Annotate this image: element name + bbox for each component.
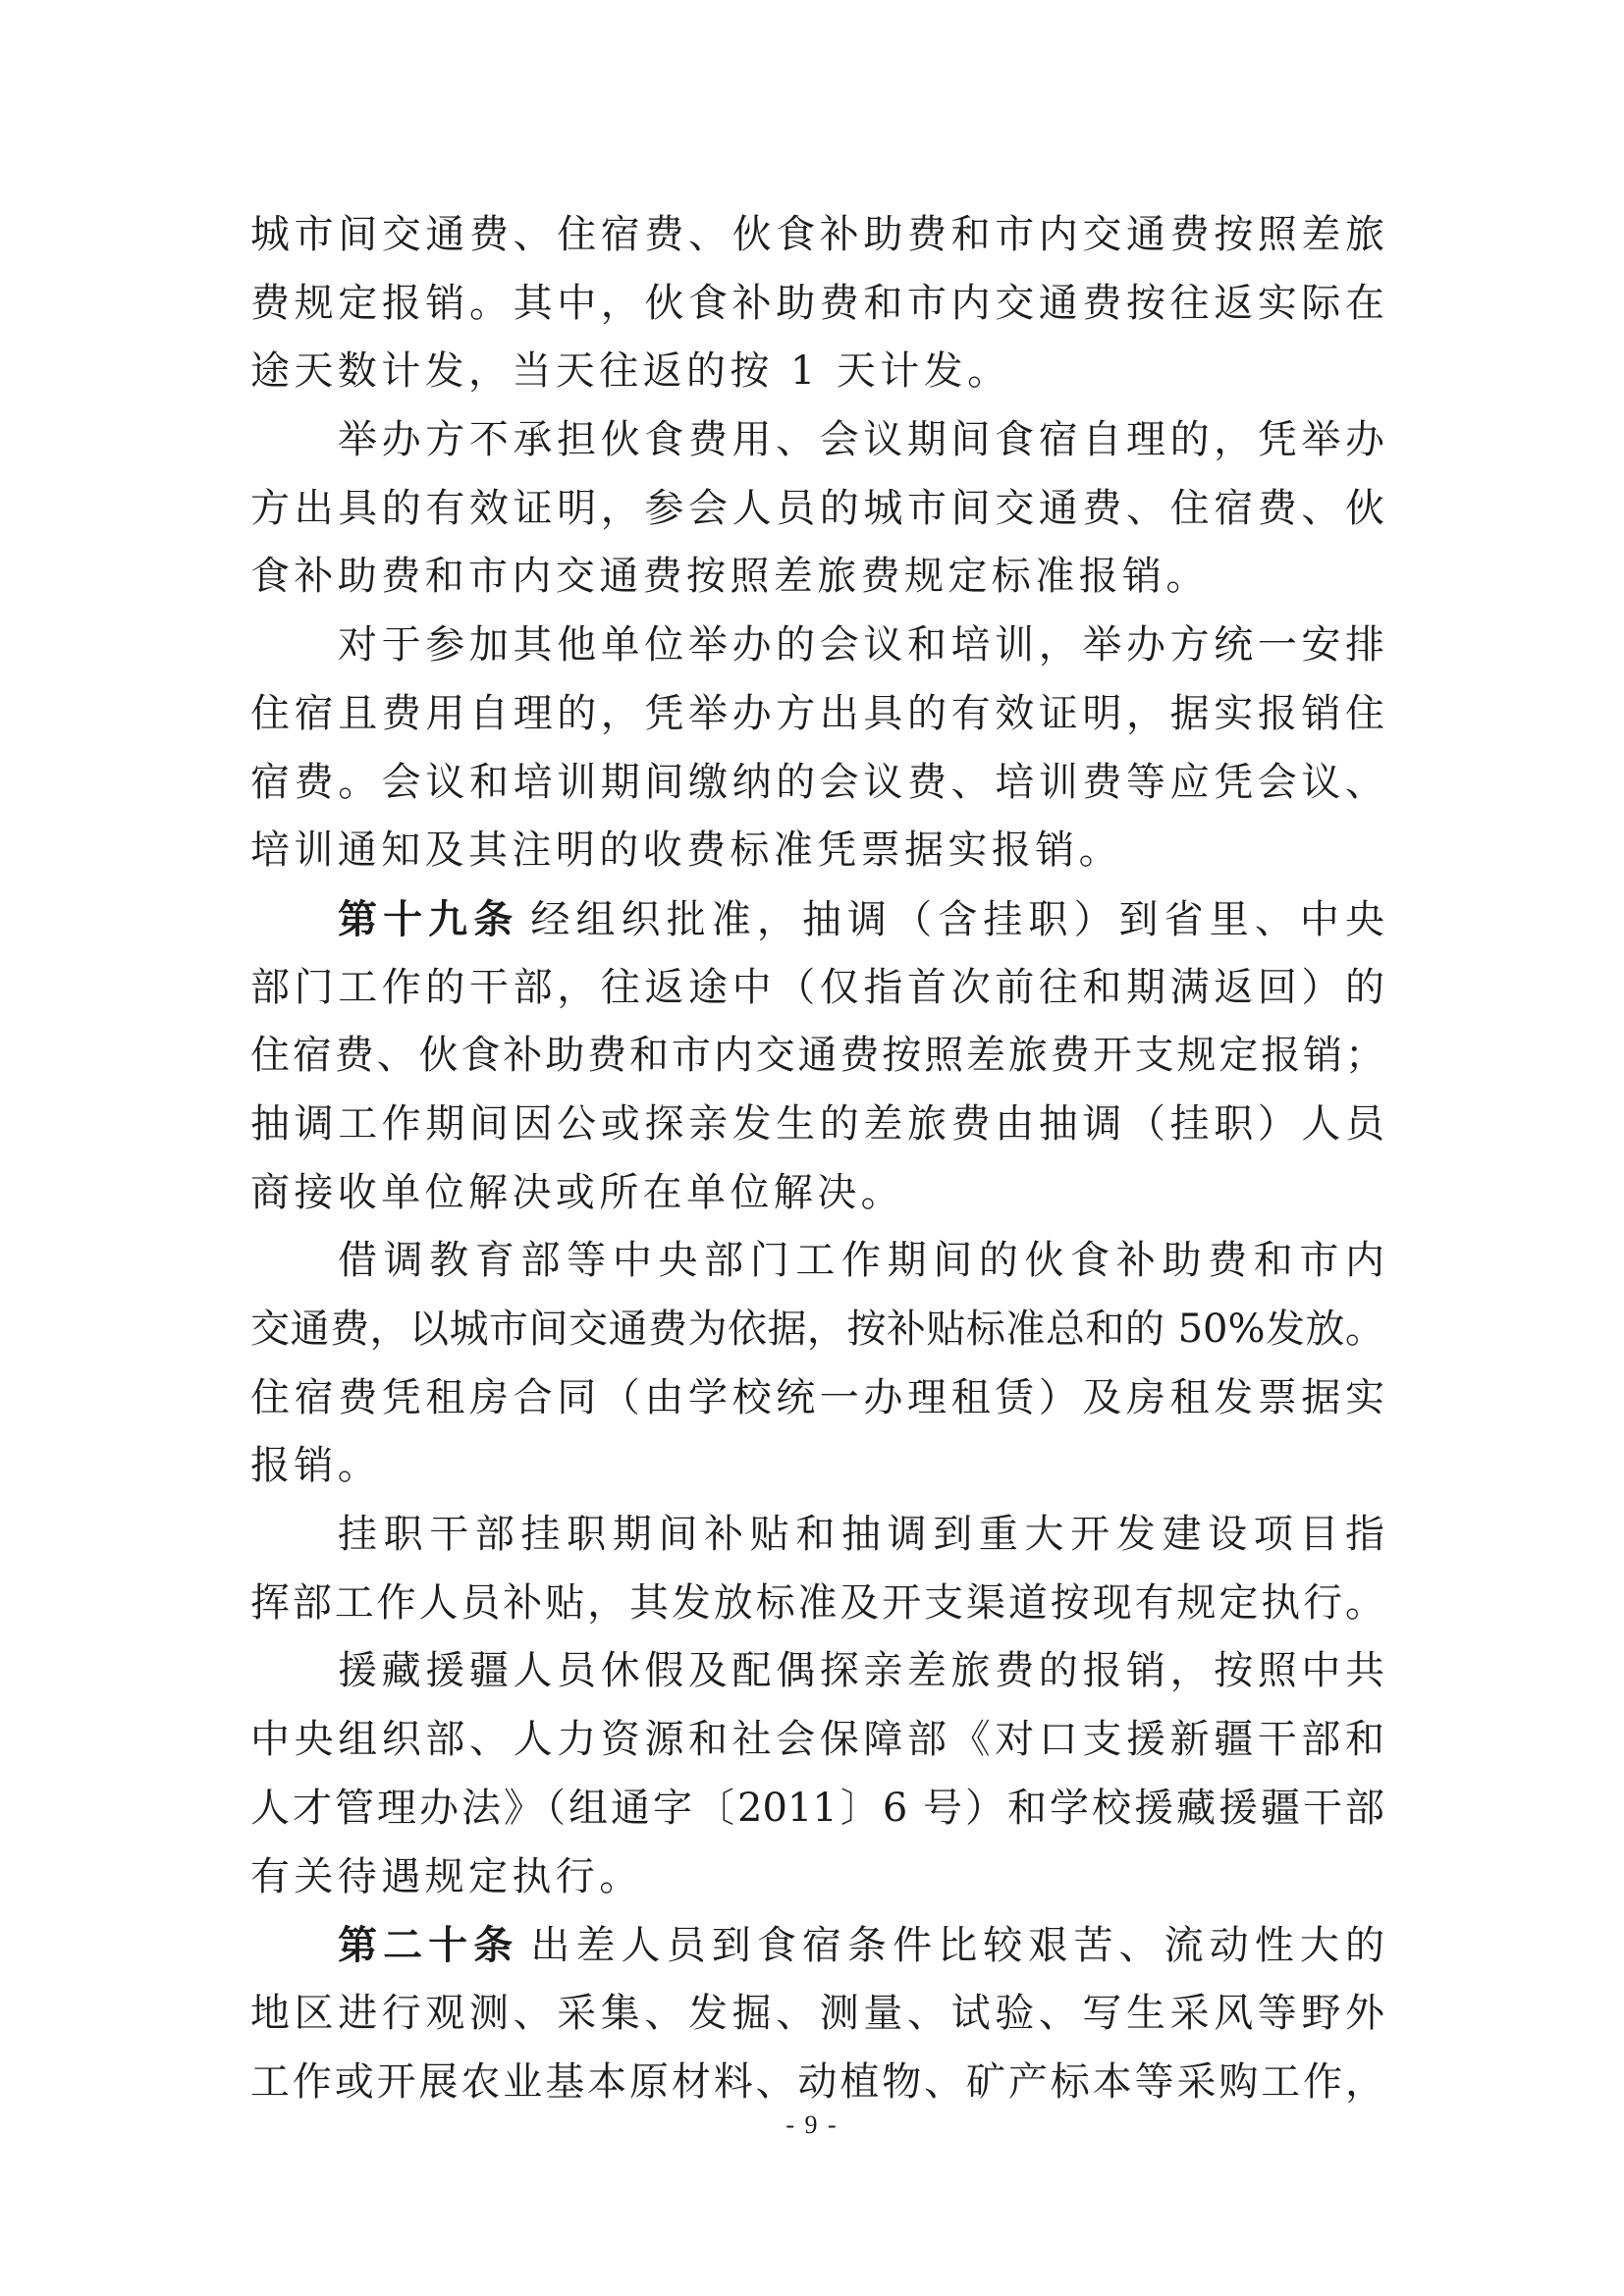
text-line: 部门工作的干部，往返途中（仅指首次前往和期满返回）的 bbox=[250, 964, 1384, 1010]
text-line: 工作或开展农业基本原材料、动植物、矿产标本等采购工作， bbox=[250, 2058, 1384, 2105]
text-line: 举办方不承担伙食费用、会议期间食宿自理的，凭举办 bbox=[338, 417, 1384, 463]
text-line: 人才管理办法》（组通字〔2011〕6 号）和学校援藏援疆干部 bbox=[250, 1785, 1384, 1831]
article-first-line bbox=[250, 885, 1384, 954]
article-heading: 第十九条 bbox=[338, 895, 519, 942]
article-first-line bbox=[250, 1911, 1384, 1980]
text-line: 住宿费、伙食补助费和市内交通费按照差旅费开支规定报销； bbox=[250, 1033, 1384, 1079]
text-line: 对于参加其他单位举办的会议和培训，举办方统一安排 bbox=[338, 622, 1384, 668]
text-line: 途天数计发，当天往返的按 1 天计发。 bbox=[250, 348, 1011, 395]
text-line: 挂职干部挂职期间补贴和抽调到重大开发建设项目指 bbox=[338, 1512, 1384, 1558]
text-line: 城市间交通费、住宿费、伙食补助费和市内交通费按照差旅 bbox=[250, 212, 1384, 257]
text-line: 食补助费和市内交通费按照差旅费规定标准报销。 bbox=[250, 554, 1210, 600]
body-text bbox=[250, 201, 1384, 2116]
text-line: 交通费，以城市间交通费为依据，按补贴标准总和的 50%发放。 bbox=[250, 1307, 1384, 1352]
text-line: 方出具的有效证明，参会人员的城市间交通费、住宿费、伙 bbox=[250, 485, 1384, 531]
text-line: 地区进行观测、采集、发掘、测量、试验、写生采风等野外 bbox=[250, 1990, 1384, 2036]
text-line: 中央组织部、人力资源和社会保障部《对口支援新疆干部和 bbox=[250, 1717, 1384, 1763]
text-line: 住宿费凭租房合同（由学校统一办理租赁）及房租发票据实 bbox=[250, 1374, 1384, 1420]
text-line: 费规定报销。其中，伙食补助费和市内交通费按往返实际在 bbox=[250, 280, 1384, 326]
text-line: 出差人员到食宿条件比较艰苦、流动性大的 bbox=[530, 1923, 1384, 1969]
text-line: 抽调工作期间因公或探亲发生的差旅费由抽调（挂职）人员 bbox=[250, 1100, 1384, 1147]
text-line: 援藏援疆人员休假及配偶探亲差旅费的报销，按照中共 bbox=[338, 1648, 1384, 1694]
page-number: - 9 - bbox=[785, 2110, 839, 2139]
text-line: 住宿且费用自理的，凭举办方出具的有效证明，据实报销住 bbox=[250, 690, 1384, 736]
article-heading: 第二十条 bbox=[338, 1922, 519, 1969]
text-line: 借调教育部等中央部门工作期间的伙食补助费和市内 bbox=[338, 1238, 1384, 1284]
text-line: 商接收单位解决或所在单位解决。 bbox=[250, 1169, 904, 1215]
text-line: 有关待遇规定执行。 bbox=[250, 1853, 643, 1899]
text-line: 培训通知及其注明的收费标准凭票据实报销。 bbox=[250, 828, 1122, 874]
text-line: 经组织批准，抽调（含挂职）到省里、中央 bbox=[530, 896, 1384, 942]
text-line: 挥部工作人员补贴，其发放标准及开支渠道按现有规定执行。 bbox=[250, 1579, 1384, 1626]
text-line: 报销。 bbox=[250, 1443, 382, 1489]
text-line: 宿费。会议和培训期间缴纳的会议费、培训费等应凭会议、 bbox=[250, 759, 1384, 805]
